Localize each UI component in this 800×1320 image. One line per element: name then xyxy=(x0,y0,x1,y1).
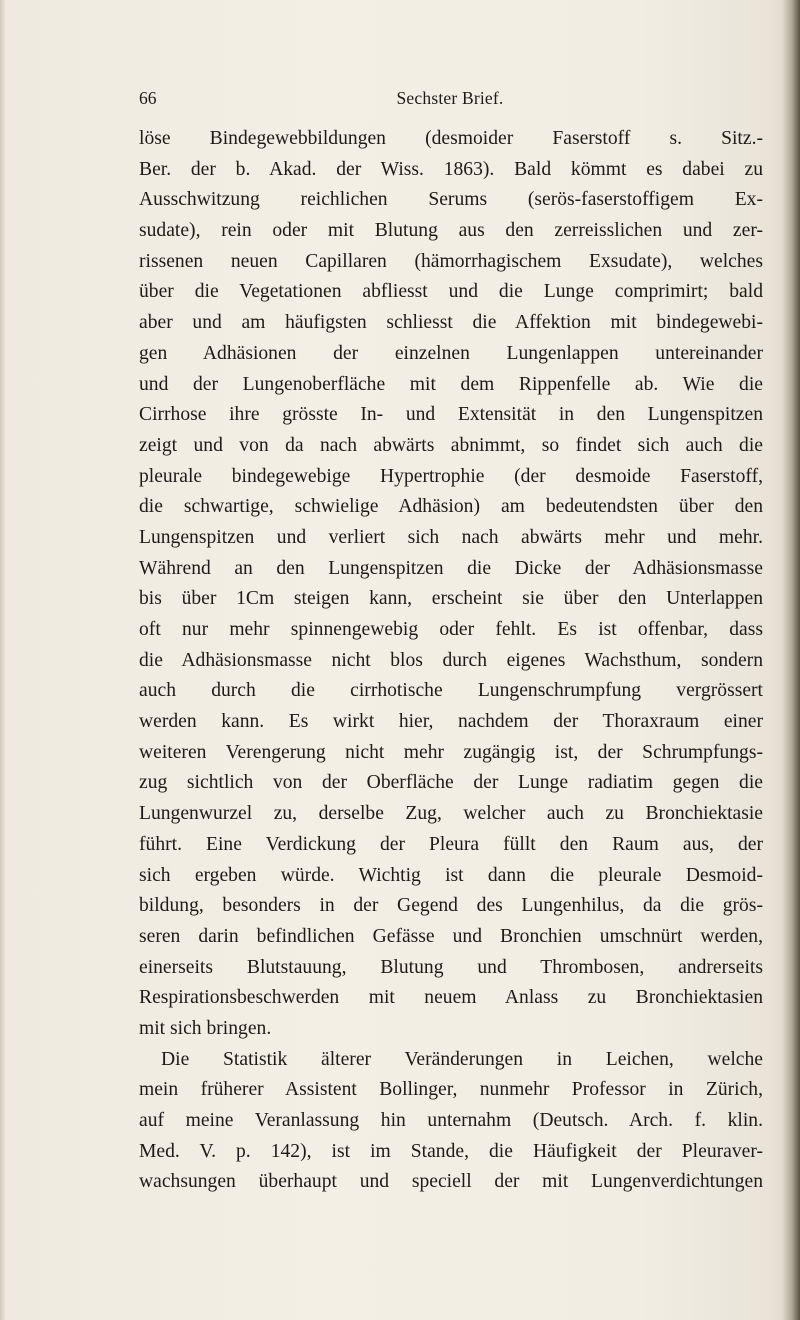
text-line: Ausschwitzung reichlichen Serums (serös-faserstoffigem Ex- xyxy=(139,189,763,211)
text-line: mein früherer Assistent Bollinger, nunmehr Professor in Zürich, xyxy=(139,1079,763,1101)
text-line: aber und am häufigsten schliesst die Affektion mit bindegewebi- xyxy=(139,312,763,334)
text-line: mit sich bringen. xyxy=(139,1017,272,1039)
text-line: auf meine Veranlassung hin unternahm (Deutsch. Arch. f. klin. xyxy=(139,1110,763,1131)
text-line: Med. V. p. 142), ist im Stande, die Häufigkeit der Pleuraver- xyxy=(139,1140,763,1162)
text-line: zeigt und von da nach abwärts abnimmt, so findet sich auch die xyxy=(139,434,763,456)
text-line: löse Bindegewebbildungen (desmoider Faserstoff s. Sitz.- xyxy=(139,128,763,149)
running-head: Sechster Brief. xyxy=(396,88,504,108)
body-text xyxy=(139,124,763,1198)
text-line: seren darin befindlichen Gefässe und Bronchien umschnürt werden, xyxy=(139,925,763,947)
text-line: Lungenspitzen und verliert sich nach abwärts mehr und mehr. xyxy=(139,526,763,548)
text-line: Während an den Lungenspitzen die Dicke der Adhäsionsmasse xyxy=(139,557,763,579)
text-line: über die Vegetationen abfliesst und die Lunge comprimirt; bald xyxy=(139,281,763,303)
text-line: die schwartige, schwielige Adhäsion) am bedeutendsten über den xyxy=(139,496,763,518)
text-line: weiteren Verengerung nicht mehr zugängig ist, der Schrumpfungs- xyxy=(139,741,763,763)
text-line: einerseits Blutstauung, Blutung und Thrombosen, andrerseits xyxy=(139,956,763,978)
text-line: gen Adhäsionen der einzelnen Lungenlappen untereinander xyxy=(139,342,763,364)
page-right-edge-shadow xyxy=(782,0,800,1320)
text-line: führt. Eine Verdickung der Pleura füllt den Raum aus, der xyxy=(139,833,763,855)
text-line: und der Lungenoberfläche mit dem Rippenfelle ab. Wie die xyxy=(139,373,763,395)
text-line: Die Statistik älterer Veränderungen in Leichen, welche xyxy=(161,1048,763,1070)
text-line: werden kann. Es wirkt hier, nachdem der Thoraxraum einer xyxy=(139,711,763,733)
page-number: 66 xyxy=(139,88,157,108)
text-line: Cirrhose ihre grösste In- und Extensität in den Lungenspitzen xyxy=(139,404,763,426)
page-header xyxy=(139,88,761,114)
text-line: rissenen neuen Capillaren (hämorrhagischem Exsudate), welches xyxy=(139,250,763,272)
text-line: sich ergeben würde. Wichtig ist dann die pleurale Desmoid- xyxy=(139,864,763,886)
text-line: Respirationsbeschwerden mit neuem Anlass zu Bronchiektasien xyxy=(139,987,763,1009)
text-line: die Adhäsionsmasse nicht blos durch eigenes Wachsthum, sondern xyxy=(139,649,763,671)
text-line: Ber. der b. Akad. der Wiss. 1863). Bald kömmt es dabei zu xyxy=(139,158,763,180)
text-line: wachsungen überhaupt und speciell der mit Lungenverdichtungen xyxy=(139,1171,763,1193)
text-line: oft nur mehr spinnengewebig oder fehlt. Es ist offenbar, dass xyxy=(139,619,763,640)
text-line: sudate), rein oder mit Blutung aus den zerreisslichen und zer- xyxy=(139,220,763,242)
text-line: bildung, besonders in der Gegend des Lungenhilus, da die grös- xyxy=(139,895,763,917)
text-line: zug sichtlich von der Oberfläche der Lunge radiatim gegen die xyxy=(139,772,763,794)
page-left-shadow xyxy=(0,0,6,1320)
text-line: pleurale bindegewebige Hypertrophie (der desmoide Faserstoff, xyxy=(139,465,763,487)
text-line: Lungenwurzel zu, derselbe Zug, welcher auch zu Bronchiektasie xyxy=(139,803,763,825)
text-line: auch durch die cirrhotische Lungenschrumpfung vergrössert xyxy=(139,680,763,702)
text-line: bis über 1Cm steigen kann, erscheint sie über den Unterlappen xyxy=(139,588,763,610)
